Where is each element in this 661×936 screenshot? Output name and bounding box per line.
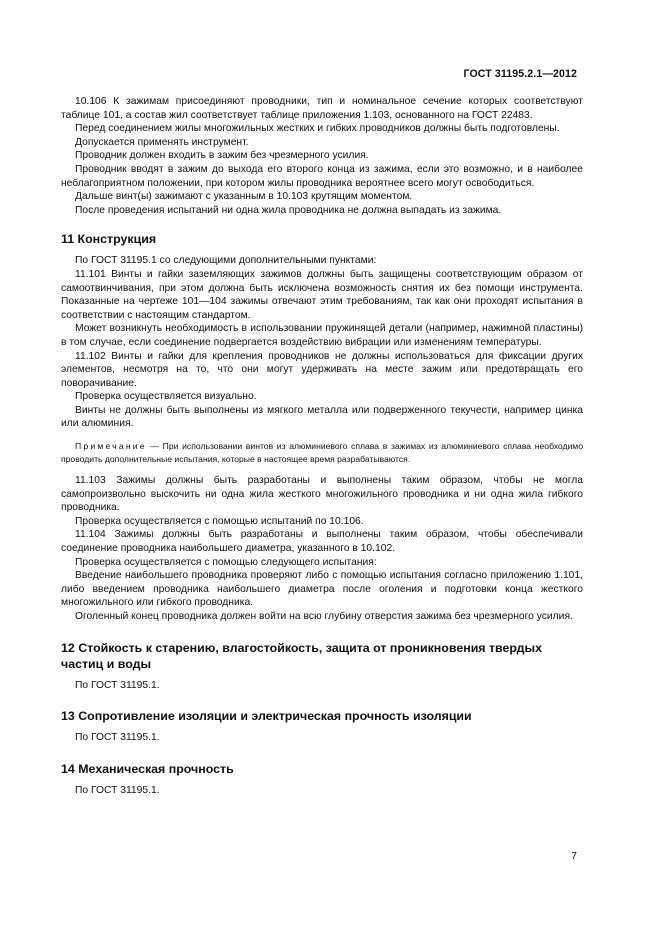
paragraph-11-101: 11.101 Винты и гайки заземляющих зажимов должны быть защищены соответствующим образом от самоотвинчивания, при этом должна быть исключена возможность снятия их без помощи инструмента. Показанные на чертеже 101—104 зажимы отвечают этим требованиям, так как они проходят испытания в соответствии с настоящим стандартом. — [61, 268, 583, 321]
note-label: Примечание — [75, 441, 147, 452]
paragraph: Введение наибольшего проводника проверяют либо с помощью испытания согласно приложению 1.101, либо введением проводника наибольшего диаметра после оголения и подготовки конца жесткого многожильного или гибкого проводника. — [61, 570, 583, 609]
paragraph: Проводник должен входить в зажим без чрезмерного усилия. — [75, 150, 369, 162]
paragraph: После проведения испытаний ни одна жила проводника не должна выпадать из зажима. — [75, 204, 502, 216]
paragraph-10-106: 10.106 К зажимам присоединяют проводники, тип и номинальное сечение которых соответствуют таблице 101, а состав жил соответствует таблице приложения 1.103, основанного на ГОСТ 22483. — [61, 96, 583, 121]
section-heading-13: 13 Сопротивление изоляции и электрическая прочность изоляции — [61, 709, 472, 724]
section-heading-11: 11 Конструкция — [61, 232, 157, 247]
paragraph: Может возникнуть необходимость в использовании пружинящей детали (например, нажимной пластины) в том случае, если соединение подвергается воздействию вибрации или изменениям температуры. — [61, 323, 583, 348]
paragraph: Перед соединением жилы многожильных жестких и гибких проводников должны быть подготовлены. — [75, 123, 560, 135]
paragraph: По ГОСТ 31195.1 со следующими дополнительными пунктами: — [75, 255, 377, 267]
section-heading-12: 12 Стойкость к старению, влагостойкость, защита от проникновения твердых частиц и воды — [61, 640, 542, 671]
paragraph: По ГОСТ 31195.1. — [75, 732, 160, 744]
paragraph: Проверка осуществляется с помощью испытаний по 10.106. — [75, 515, 364, 527]
paragraph: Проверка осуществляется визуально. — [75, 391, 257, 403]
paragraph: Оголенный конец проводника должен войти на всю глубину отверстия зажима без чрезмерного усилия. — [75, 611, 573, 622]
note-text: — При использовании винтов из алюминиевого сплава в зажимах из алюминиевого сплава необходимо проводить дополнительные испытания, которые в настоящее время разрабатываются. — [61, 441, 583, 465]
paragraph: Дальше винт(ы) зажимают с указанным в 10.103 крутящим моментом. — [75, 191, 413, 203]
paragraph: Проверка осуществляется с помощью следующего испытания: — [75, 556, 377, 568]
note — [61, 440, 583, 466]
paragraph-11-102: 11.102 Винты и гайки для крепления проводников не должны использоваться для фиксации других элементов, несмотря на то, что они могут удерживать на месте зажим или предотвращать его поворачивание. — [61, 350, 583, 389]
paragraph-11-103: 11.103 Зажимы должны быть разработаны и выполнены таким образом, чтобы не могла самопроизвольно выскочить ни одна жила жесткого многожильного проводника и ни одна жила гибкого проводника. — [61, 475, 583, 514]
paragraph: Винты не должны быть выполнены из мягкого металла или подверженного текучести, например цинка или алюминия. — [61, 404, 583, 430]
paragraph: По ГОСТ 31195.1. — [75, 679, 160, 691]
page-content — [61, 95, 583, 797]
page-number: 7 — [571, 851, 577, 862]
paragraph-11-104: 11.104 Зажимы должны быть разработаны и выполнены таким образом, чтобы обеспечивали соединение проводника наибольшего диаметра, указанного в 10.102. — [61, 529, 583, 555]
section-heading-14: 14 Механическая прочность — [61, 761, 234, 776]
document-code-header: ГОСТ 31195.2.1—2012 — [463, 68, 577, 80]
paragraph: Проводник вводят в зажим до выхода его второго конца из зажима, если это возможно, и в наиболее неблагоприятном положении, при котором жилы проводника вероятнее всего могут освободиться. — [61, 163, 583, 189]
paragraph: Допускается применять инструмент. — [75, 136, 249, 148]
paragraph: По ГОСТ 31195.1. — [75, 784, 160, 796]
